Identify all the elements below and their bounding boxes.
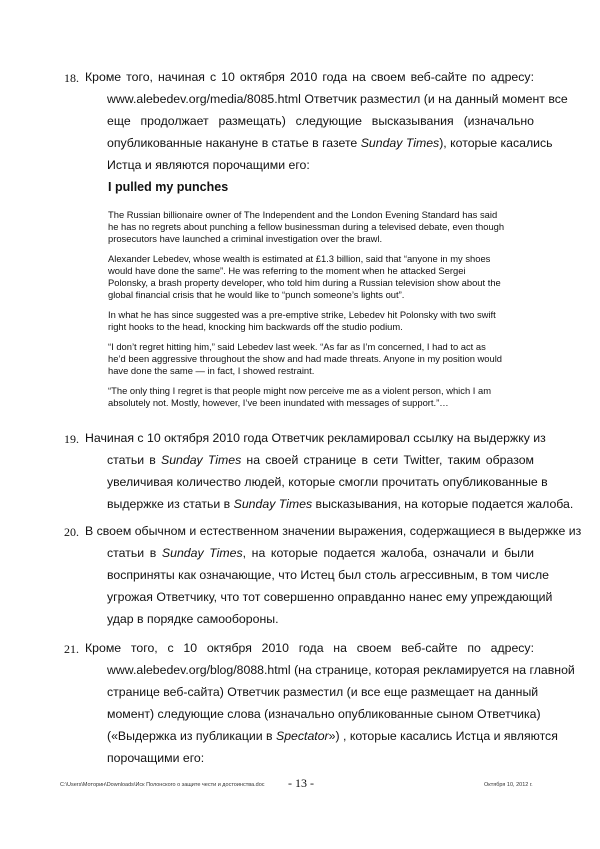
paragraph-line: Кроме того, начиная с 10 октября 2010 года на своем веб-сайте по адресу: [85,70,534,84]
text-run: опубликованные накануне в статье в газете [107,136,361,150]
quote-line: global financial crisis that he would like to “punch someone’s lights out”. [108,289,405,300]
paragraph-line [64,725,558,747]
italic-title: Sunday Times [161,546,243,560]
page-footer [0,776,600,796]
paragraph-line: момент) следующие слова (изначально опубликованные сыном Ответчика) [107,707,541,721]
text-run: ), которые касались [439,136,553,150]
paragraph-line: www.alebedev.org/blog/8088.html (на странице, которая рекламируется на главной [107,663,575,677]
paragraph-line: восприняты как означающие, что Истец был столь агрессивным, в том числе [107,568,550,582]
quote-paragraph [108,341,535,377]
text-run: выдержке из статьи в [107,497,234,511]
quote-line: right hooks to the head, knocking him backwards off the studio podium. [108,321,403,332]
italic-title: Sunday Times [360,136,440,150]
paragraph-line: Кроме того, с 10 октября 2010 года на своем веб-сайте по адресу: [85,641,534,655]
paragraph-line [64,542,534,564]
italic-title: Spectator [276,729,329,743]
quote-line: Alexander Lebedev, whose wealth is estimated at £1.3 billion, said that “anyone in my shoes [108,253,491,264]
text-run: высказывания, на которые подается жалоба. [312,497,574,511]
page-number: - 13 - [288,776,314,790]
paragraph-line: Истца и являются порочащими его: [107,158,310,172]
italic-title: Sunday Times [233,497,313,511]
quote-line: he has no regrets about punching a fellow businessman during a televised debate, even though [108,221,505,232]
text-run: статьи в [107,546,162,560]
quote-line: “I don’t regret hitting him,” said Lebedev last week. “As far as I’m concerned, I had to act as [108,341,486,352]
quote-paragraph [108,253,535,301]
paragraph-number: 19. [64,432,79,446]
footer-file-path: C:\Users\Моторин\Downloads\Иск Полонского о защите чести и достоинства.doc [60,782,265,788]
paragraph-line [64,493,574,515]
text-run: на своей странице в сети Twitter, таким образом [241,453,534,467]
quote-paragraph [108,385,535,409]
text-run: («Выдержка из публикации в [107,729,276,743]
paragraph-line: В своем обычном и естественном значении выражения, содержащиеся в выдержке из [85,524,582,538]
quote-line: have done the same — in fact, I showed restraint. [108,365,315,376]
paragraph-line [64,449,534,471]
paragraph-number: 20. [64,525,79,539]
quote-line: absolutely not. Mostly, however, I’ve been inundated with messages of support.”… [108,397,449,408]
paragraph-line: порочащими его: [107,751,205,765]
text-run: , на которые подается жалоба, означали и были [242,546,534,560]
quote-line: would have done the same”. He was referring to the moment when he attacked Sergei [108,265,466,276]
paragraph-number: 21. [64,642,79,656]
paragraph-21 [64,637,575,769]
quoted-article [108,209,535,417]
quote-line: Polonsky, a brash property developer, who told him during a Russian television show about the [108,277,501,288]
paragraph-line: странице веб-сайта) Ответчик разместил (и все еще размещает на данный [107,685,539,699]
paragraph-18 [64,66,568,176]
quote-heading: I pulled my punches [108,180,229,194]
paragraph-line: Начиная с 10 октября 2010 года Ответчик рекламировал ссылку на выдержку из [85,431,546,445]
italic-title: Sunday Times [161,453,242,467]
paragraph-line: еще продолжает размещать) следующие высказывания (изначально [107,114,534,128]
paragraph-19 [64,427,574,515]
paragraph-line: угрожая Ответчику, что тот совершенно оправданно нанес ему упреждающий [107,590,553,604]
quote-line: prosecutors have launched a criminal investigation over the brawl. [108,233,383,244]
quote-line: he’d been aggressive throughout the show and had made threats. Anyone in my position would [108,353,503,364]
text-run: ») , которые касались Истца и являются [328,729,558,743]
paragraph-line: увеличивая количество людей, которые смогли прочитать опубликованные в [107,475,548,489]
quote-line: In what he has since suggested was a pre-emptive strike, Lebedev hit Polonsky with two swift [108,309,496,320]
quote-line: The Russian billionaire owner of The Independent and the London Evening Standard has said [108,209,498,220]
footer-date: Октября 10, 2012 г. [484,782,533,788]
paragraph-line: удар в порядке самообороны. [107,612,279,626]
quote-line: “The only thing I regret is that people might now perceive me as a violent person, which I am [108,385,492,396]
paragraph-20 [64,520,582,630]
paragraph-number: 18. [64,71,79,85]
paragraph-line [64,132,553,154]
quote-paragraph [108,309,535,333]
text-run: статьи в [107,453,161,467]
paragraph-line: www.alebedev.org/media/8085.html Ответчик разместил (и на данный момент все [107,92,568,106]
quote-paragraph [108,209,535,245]
